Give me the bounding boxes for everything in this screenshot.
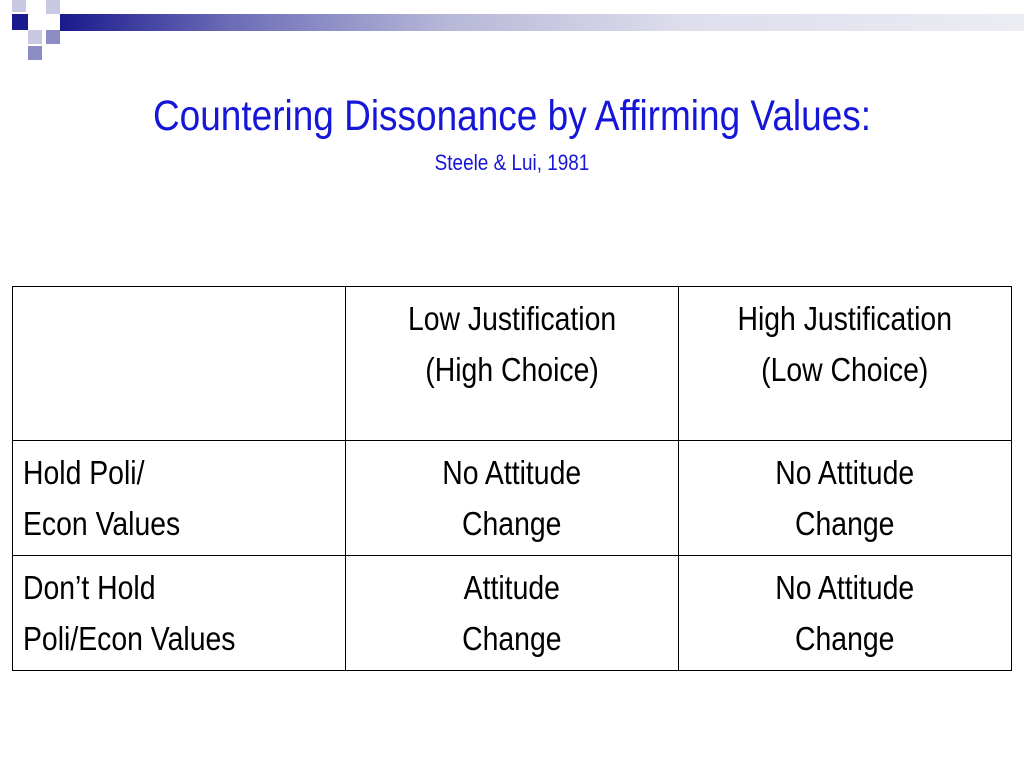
header-line: Low Justification — [407, 300, 617, 337]
decor-square — [46, 30, 60, 44]
table-cell — [346, 441, 679, 556]
cell-line: No Attitude — [775, 569, 915, 606]
row-label-dont-hold-values — [13, 556, 346, 671]
table-corner-cell — [13, 287, 346, 441]
decor-square — [46, 0, 60, 14]
table-cell — [679, 441, 1012, 556]
comparison-table — [12, 286, 1012, 671]
header-decor-bar — [60, 14, 1024, 31]
decor-square — [28, 30, 42, 44]
row-label-line: Don’t Hold — [23, 569, 156, 606]
slide-title: Countering Dissonance by Affirming Values: — [152, 92, 872, 140]
decor-square — [12, 14, 28, 30]
cell-line: Change — [795, 620, 895, 657]
decor-square — [12, 0, 26, 12]
decor-square — [28, 46, 42, 60]
column-header-low-justification — [346, 287, 679, 441]
row-label-hold-values — [13, 441, 346, 556]
header-line: (Low Choice) — [761, 351, 929, 388]
header-line: (High Choice) — [425, 351, 599, 388]
table-cell — [679, 556, 1012, 671]
table-row — [13, 556, 1012, 671]
cell-line: Attitude — [463, 569, 561, 606]
table-cell — [346, 556, 679, 671]
header-line: High Justification — [737, 300, 953, 337]
table-header-row — [13, 287, 1012, 441]
row-label-line: Hold Poli/ — [23, 454, 145, 491]
cell-line: Change — [462, 505, 562, 542]
column-header-high-justification — [679, 287, 1012, 441]
cell-line: No Attitude — [442, 454, 582, 491]
row-label-line: Poli/Econ Values — [23, 620, 236, 657]
cell-line: No Attitude — [775, 454, 915, 491]
cell-line: Change — [795, 505, 895, 542]
slide-subtitle: Steele & Lui, 1981 — [434, 150, 590, 175]
row-label-line: Econ Values — [23, 505, 181, 542]
table-row — [13, 441, 1012, 556]
cell-line: Change — [462, 620, 562, 657]
